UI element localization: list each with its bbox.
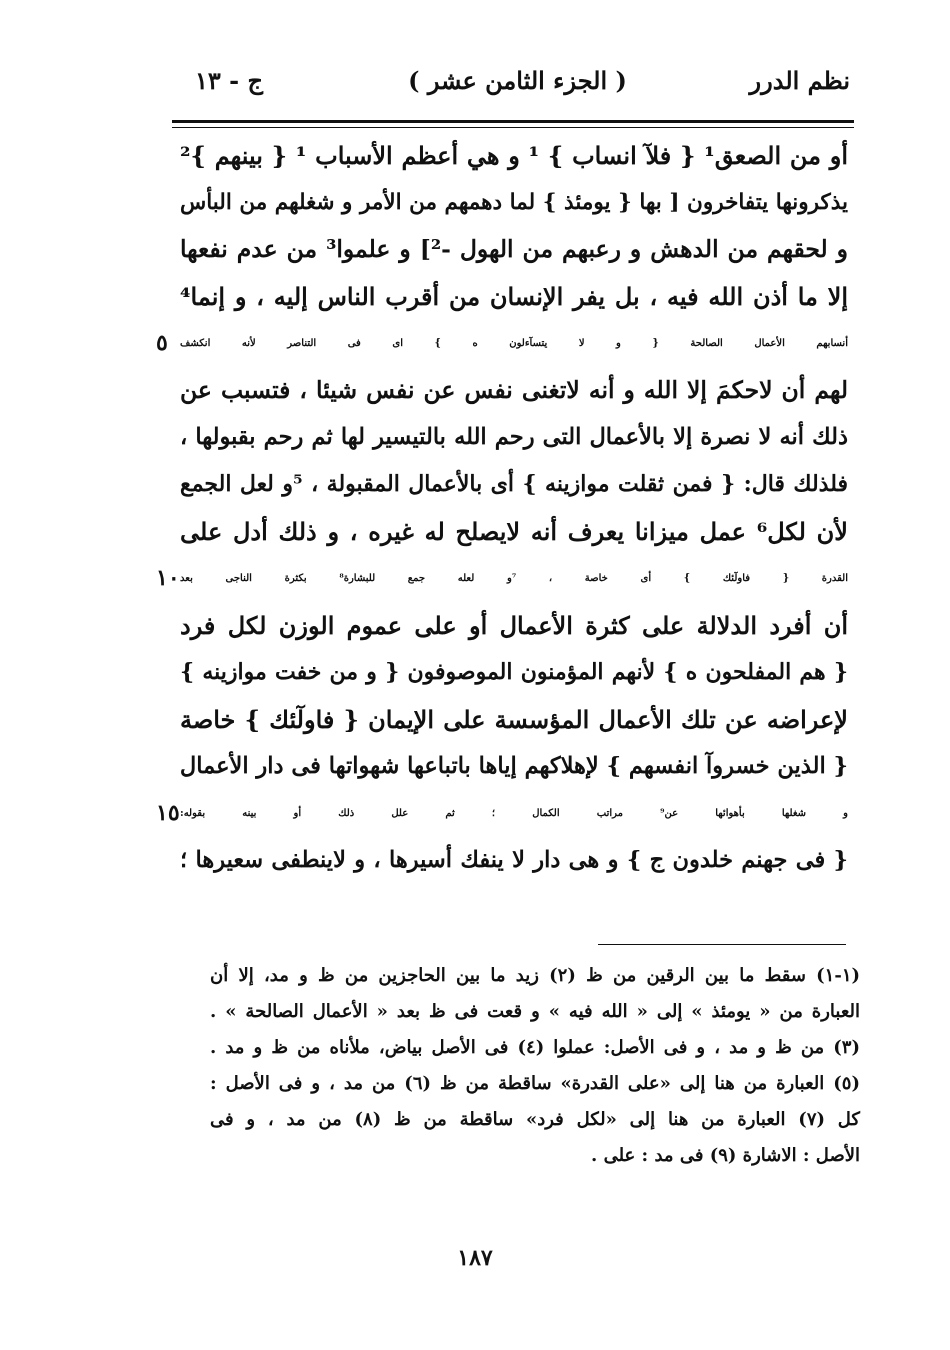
line-number: ١٥ [156,800,180,826]
text-line [180,226,848,273]
volume-label: ج - ١٣ [195,66,263,95]
page-number: ١٨٧ [457,1245,493,1271]
line-number: ١٠ [156,565,180,591]
line-text: و شغلها بأهوائها عن⁹ مراتب الكمال ؛ ثم علل ذلك أو بينه بقوله: [180,808,848,819]
text-line [156,320,848,367]
line-text: لهم أن لاحكمَ إلا الله و أنه لاتغنى نفس عن نفس شيئا ، فتسبب عن [180,376,848,404]
book-title: نظم الدرر [749,66,850,95]
line-text: فلذلك قال: { فمن ثقلت موازينه } أى بالأعمال المقبولة ، ⁵و لعل الجمع [180,471,848,497]
line-text: أن أفرد الدلالة على كثرة الأعمال أو على عموم الوزن لكل فرد [180,611,848,640]
text-line [180,132,848,179]
line-text: ذلك أنه لا نصرة إلا بالأعمال التى رحم الله بالتيسير لها ثم رحم بقبولها ، [180,424,848,450]
text-line [180,602,848,649]
footnote-line: (٣) من ظ و مد ، و فى الأصل: عملوا (٤) فى الأصل بياض، ملأناه من ظ و مد . [210,1037,860,1058]
line-text: لأن لكل⁶ عمل ميزانا يعرف أنه لايصلح له غيره ، و ذلك أدل على [180,517,848,546]
running-head [185,62,850,110]
footnote-line: (٥) العبارة من هنا إلى «على القدرة» ساقطة من ظ (٦) من مد ، و فى الأصل : [210,1073,860,1094]
text-line [180,837,848,884]
text-line [180,696,848,743]
footnotes [210,958,860,1174]
text-line [180,179,848,226]
line-text: أنسابهم الأعمال الصالحة { و لا يتسآءلون ه } اى فى التناصر لأنه انكشف [180,338,848,349]
footnote-line: الأصل : الاشارة (٩) فى مد : على . [591,1145,860,1166]
text-line [180,508,848,555]
line-text: و لحقهم من الدهش و رعبهم من الهول -²] و علموا³ من عدم نفعها [180,235,849,263]
line-text: إلا ما أذن الله فيه ، بل يفر الإنسان من أقرب الناس إليه ، و إنما⁴ [180,282,848,311]
footnote-rule [598,944,846,945]
line-text: { فى جهنم خلدون ج } و هى دار لا ينفك أسيرها ، و لاينطفى سعيرها ؛ [180,847,848,873]
line-text: أو من الصعق¹ { فلآ انساب } ¹ و هي أعظم الأسباب ¹ { بينهم }² [180,141,849,170]
line-text: القدرة { فاولٓئك } أى خاصة ، ⁷و لعله جمع للبشارة⁸ بكثرة الناجى بعد [180,573,848,584]
text-line [156,555,848,602]
header-rule-thick [172,120,854,123]
text-line [180,367,848,414]
text-line [180,461,848,508]
text-line [156,790,848,837]
line-text: لإعراضه عن تلك الأعمال المؤسسة على الإيمان { فاولٓئك } خاصة [180,705,848,734]
line-text: { هم المفلحون ه } لأنهم المؤمنون الموصوفون { و من خفت موازينه } [180,659,848,685]
text-line [180,414,848,461]
text-line [180,743,848,790]
line-text: { الذين خسروآ انفسهم } لإهلاكهم إياها باتباعها شهواتها فى دار الأعمال [179,753,848,779]
line-number: ٥ [156,330,168,356]
part-title: ( الجزء الثامن عشر ) [408,66,627,95]
footnote-line: (١-١) سقط ما بين الرقين من ظ (٢) زيد ما بين الحاجزين من ظ و مد، إلا أن [210,965,861,986]
text-line [180,649,848,696]
footnote-line: العبارة من « يومئذ » إلى « الله فيه » و قعت فى ظ بعد « الأعمال الصالحة » . [210,1001,860,1022]
text-line [180,273,848,320]
footnote-line: كل (٧) العبارة من هنا إلى «لكل فرد» ساقطة من ظ (٨) من مد ، و فى [210,1109,860,1130]
line-text: يذكرونها يتفاخرون [ بها { يومئذ } لما دهمهم من الأمر و شغلهم من البأس [180,190,848,215]
header-rule-thin [172,127,854,128]
main-text [156,132,849,884]
